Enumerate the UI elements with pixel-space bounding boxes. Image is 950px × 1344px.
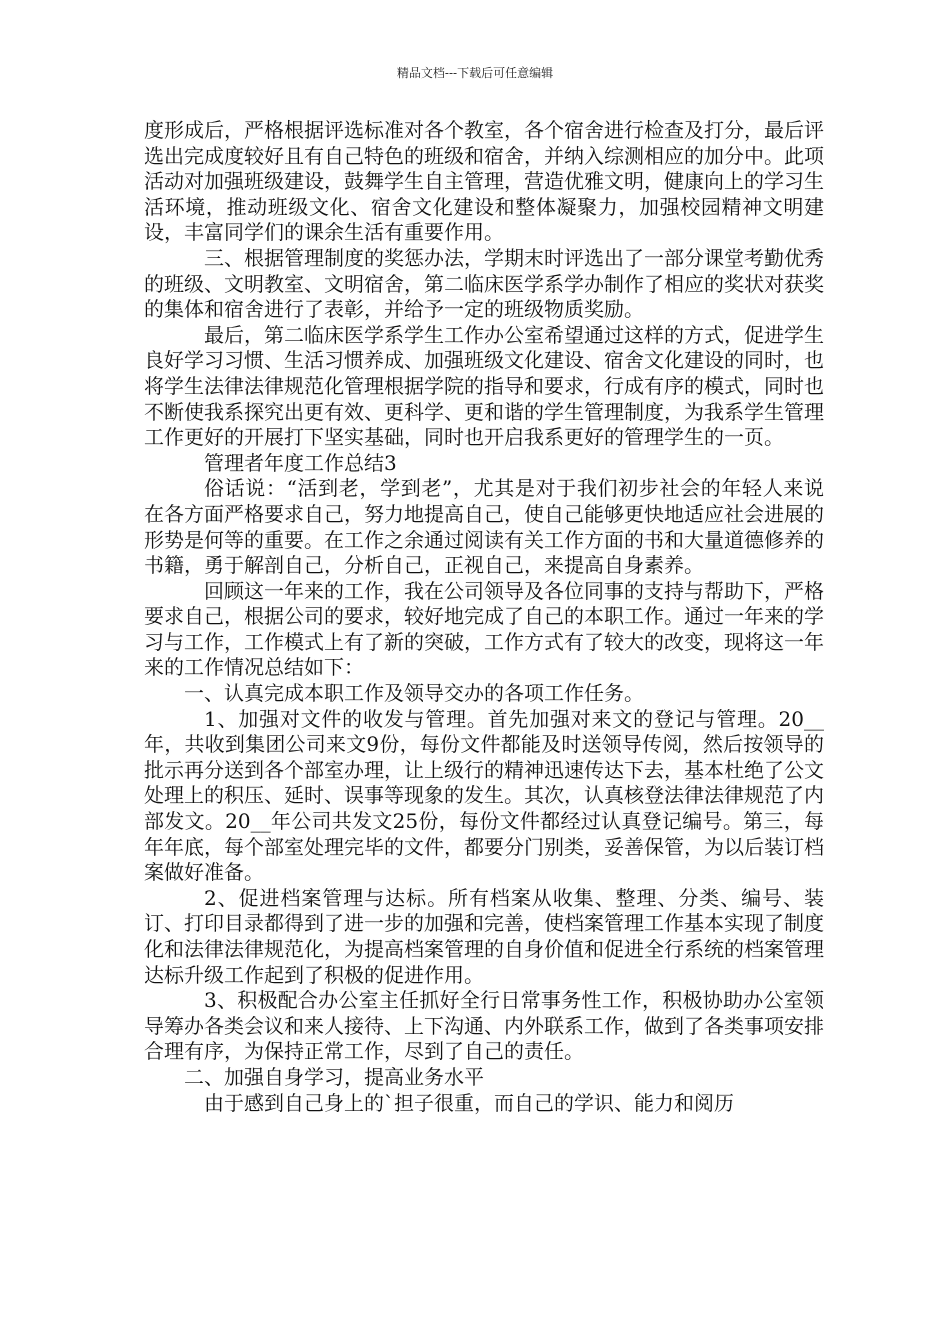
section-heading: 一、认真完成本职工作及领导交办的各项工作任务。	[184, 681, 644, 706]
section-heading: 二、加强自身学习，提高业务水平	[184, 1064, 484, 1089]
paragraph: 1、加强对文件的收发与管理。首先加强对来文的登记与管理。20__年，共收到集团公司来文9份，每份文件都能及时送领导传阅，然后按领导的批示再分送到各个部室办理，让上级行的精神迅速传达下去，基本杜绝了公文处理上的积压、延时、误事等现象的发生。其次，认真核登法律法律规范了内部发文。20__年公司共发文25份，每份文件都经过认真登记编号。第三，每年年底，每个部室处理完毕的文件，都要分门别类，妥善保管，为以后装订档案做好准备。	[144, 706, 824, 885]
paragraph: 由于感到自己身上的`担子很重，而自己的学识、能力和阅历	[204, 1090, 734, 1115]
paragraph: 最后，第二临床医学系学生工作办公室希望通过这样的方式，促进学生良好学习习惯、生活习惯养成、加强班级文化建设、宿舍文化建设的同时，也将学生法律法律规范化管理根据学院的指导和要求，行成有序的模式，同时也不断使我系探究出更有效、更科学、更和谐的学生管理制度，为我系学生管理工作更好的开展打下坚实基础，同时也开启我系更好的管理学生的一页。	[144, 322, 824, 450]
paragraph: 回顾这一年来的工作，我在公司领导及各位同事的支持与帮助下，严格要求自己，根据公司的要求，较好地完成了自己的本职工作。通过一年来的学习与工作，工作模式上有了新的突破，工作方式有了较大的改变，现将这一年来的工作情况总结如下：	[144, 578, 824, 680]
paragraph: 3、积极配合办公室主任抓好全行日常事务性工作，积极协助办公室领导筹办各类会议和来人接待、上下沟通、内外联系工作，做到了各类事项安排合理有序，为保持正常工作，尽到了自己的责任。	[144, 988, 824, 1064]
paragraph: 俗话说：“活到老，学到老”，尤其是对于我们初步社会的年轻人来说在各方面严格要求自己，努力地提高自己，使自己能够更快地适应社会进展的形势是何等的重要。在工作之余通过阅读有关工作方面的书和大量道德修养的书籍，勇于解剖自己，分析自己，正视自己，来提高自身素养。	[144, 476, 824, 578]
document-body	[144, 118, 824, 1116]
paragraph: 三、根据管理制度的奖惩办法，学期末时评选出了一部分课堂考勤优秀的班级、文明教室、文明宿舍，第二临床医学系学办制作了相应的奖状对获奖的集体和宿舍进行了表彰，并给予一定的班级物质奖励。	[144, 245, 824, 322]
section-heading: 管理者年度工作总结3	[204, 450, 397, 475]
paragraph: 2、促进档案管理与达标。所有档案从收集、整理、分类、编号、装订、打印目录都得到了进一步的加强和完善，使档案管理工作基本实现了制度化和法律法律规范化，为提高档案管理的自身价值和促进全行系统的档案管理达标升级工作起到了积极的促进作用。	[144, 885, 824, 987]
paragraph: 度形成后，严格根据评选标准对各个教室，各个宿舍进行检查及打分，最后评选出完成度较好且有自己特色的班级和宿舍，并纳入综测相应的加分中。此项活动对加强班级建设，鼓舞学生自主管理，营造优雅文明，健康向上的学习生活环境，推动班级文化、宿舍文化建设和整体凝聚力，加强校园精神文明建设，丰富同学们的课余生活有重要作用。	[144, 118, 824, 245]
page-header: 精品文档---下载后可任意编辑	[396, 66, 554, 80]
